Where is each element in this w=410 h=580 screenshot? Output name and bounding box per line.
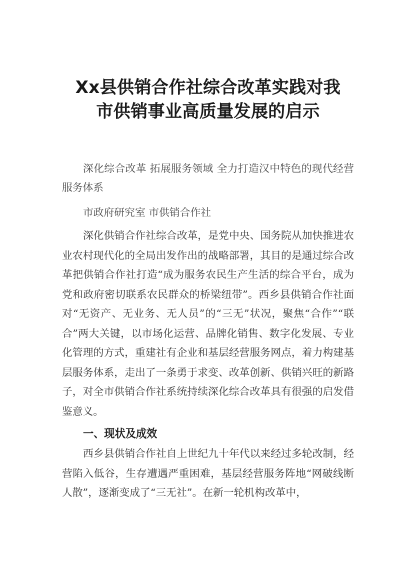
section-heading: 一、现状及成效 (83, 428, 158, 440)
document-subtitle: 深化综合改革 拓展服务领域 全力打造汉中特色的现代经营服务体系 (62, 163, 354, 194)
intro-paragraph: 深化供销合作社综合改革，是党中央、国务院从加快推进农业农村现代化的全局出发作出的战略部署，其目的是通过综合改革把供销合作社打造“成为服务农民生产生活的综合平台，成为党和政府密切联系农民群众的桥梁纽带”。西乡县供销合作社面对“无资产、无业务、无人员”的“三无”状况，聚焦“合作”“联合”两大关键，以市场化运营、品牌化销售、数字化发展、专业化管理的方式，重建社有企业和基层经营服务网点，着力构建基层服务体系，走出了一条勇于求变、改革创新、供销兴旺的新路子，对全市供销合作社系统持续深化综合改革具有很强的启发借鉴意义。 (62, 230, 354, 418)
title-line-2: 市供销事业高质量发展的启示 (96, 102, 320, 122)
document-title (62, 76, 354, 124)
document-authors: 市政府研究室 市供销合作社 (83, 207, 211, 219)
title-line-1: Xx县供销合作社综合改革实践对我 (75, 78, 341, 98)
document-body (62, 227, 354, 504)
section-paragraph: 西乡县供销合作社自上世纪九十年代以来经过多轮改制，经营陷入低谷，生存遭遇严重困难，基层经营服务阵地“网破线断人散”，逐渐变成了“三无社”。在新一轮机构改革中， (62, 448, 354, 499)
